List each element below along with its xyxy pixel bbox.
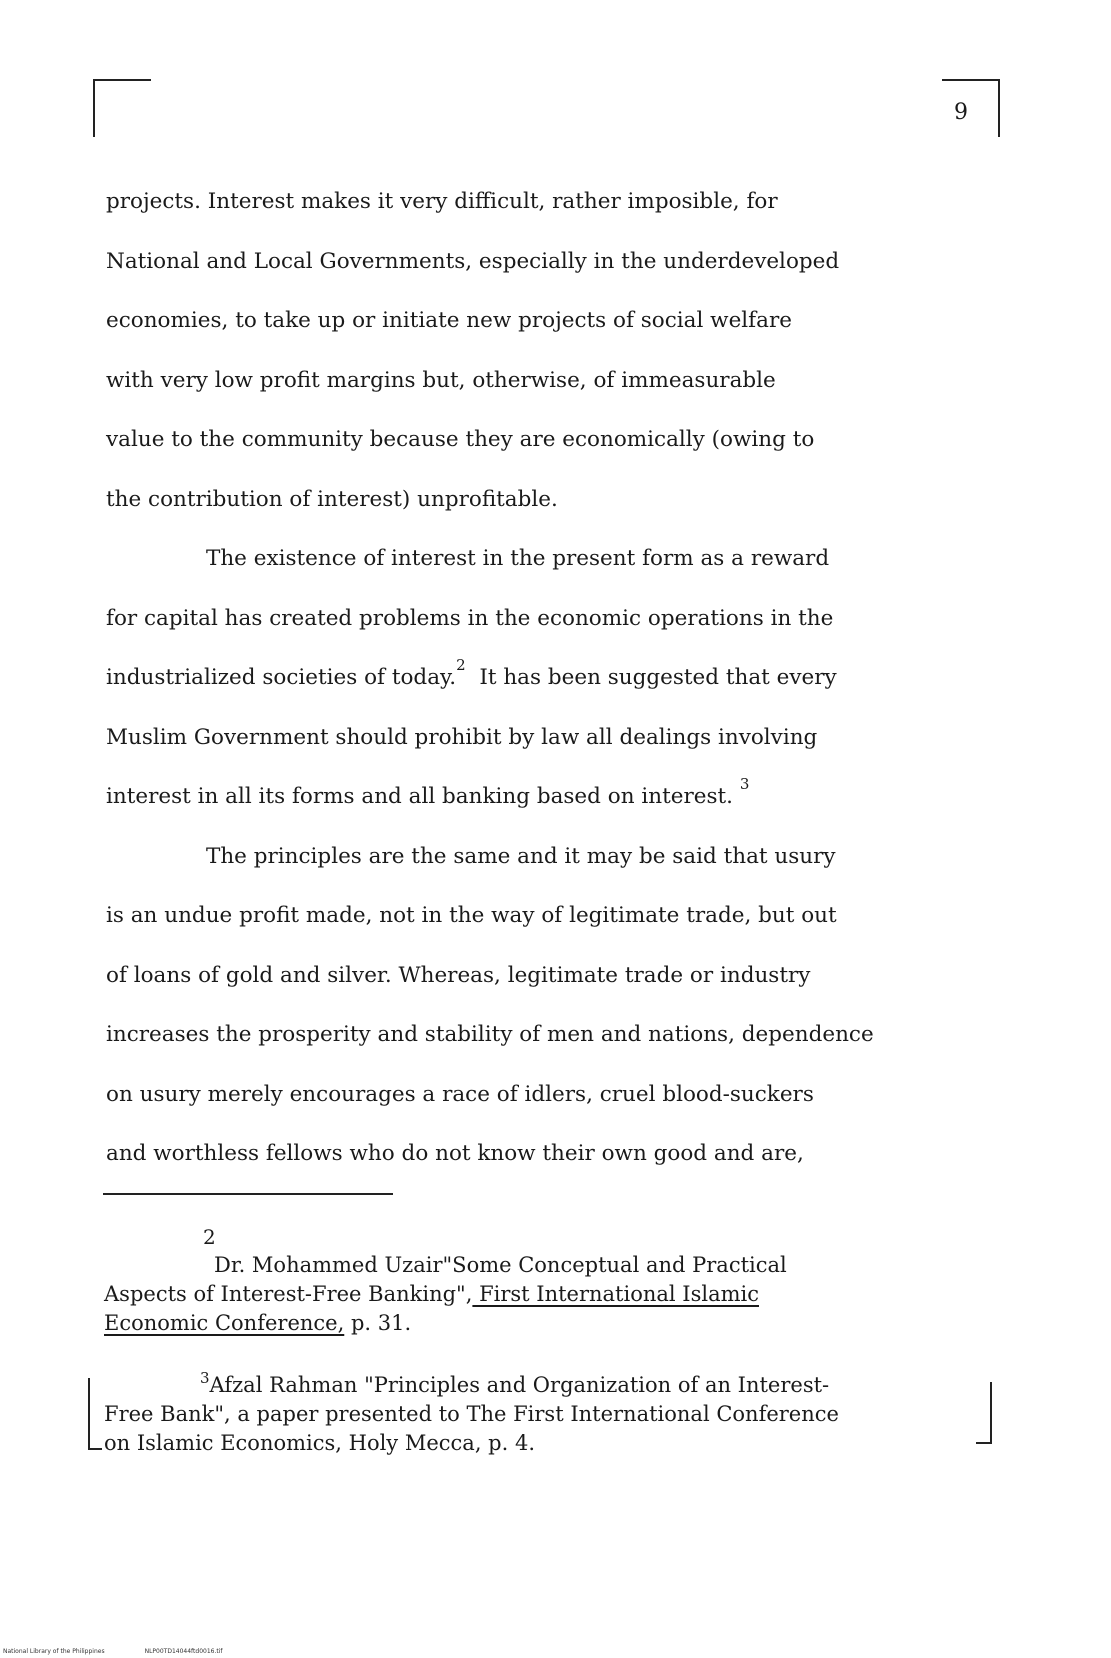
body-line: projects. Interest makes it very difficult, rather imposible, for bbox=[106, 189, 778, 214]
body-line: with very low profit margins but, otherwise, of immeasurable bbox=[106, 367, 776, 393]
body-line: increases the prosperity and stability of men and nations, dependence bbox=[106, 1022, 874, 1047]
body-line: value to the community because they are economically (owing to bbox=[106, 427, 815, 452]
footnote-text-segment: Afzal Rahman "Principles and Organization of an Interest- bbox=[209, 1373, 830, 1397]
footnote-3-line: Free Bank", a paper presented to The First International Conference bbox=[104, 1402, 839, 1426]
body-line bbox=[106, 648, 1006, 708]
body-line: The existence of interest in the present form as a reward bbox=[206, 546, 830, 571]
crop-mark-top-right bbox=[942, 79, 1000, 137]
footnote-separator bbox=[103, 1193, 393, 1195]
footnote-number-2: 2 bbox=[203, 1225, 216, 1249]
crop-mark-top-left bbox=[93, 79, 151, 137]
footnote-gap bbox=[104, 1338, 1004, 1371]
footnote-source-title: First International Islamic bbox=[472, 1282, 759, 1306]
body-line: for capital has created problems in the economic operations in the bbox=[106, 605, 834, 631]
body-line bbox=[106, 767, 1006, 827]
scan-footer bbox=[3, 1648, 223, 1655]
body-line: on usury merely encourages a race of idlers, cruel blood-suckers bbox=[106, 1081, 814, 1107]
footnote-reference-3: 3 bbox=[739, 775, 750, 793]
body-line: Muslim Government should prohibit by law all dealings involving bbox=[106, 724, 818, 750]
body-text bbox=[106, 172, 1006, 1184]
footnote-text-segment: Aspects of Interest-Free Banking", bbox=[104, 1282, 473, 1306]
body-text-segment: interest in all its forms and all banking based on interest. bbox=[106, 784, 733, 809]
body-text-segment: industrialized societies of today. bbox=[106, 665, 457, 690]
footnote-2-line: Dr. Mohammed Uzair"Some Conceptual and Practical bbox=[214, 1253, 787, 1277]
body-line: the contribution of interest) unprofitable. bbox=[106, 486, 558, 512]
footnote-number-3: 3 bbox=[200, 1369, 210, 1387]
scan-footer-file: NLP00TD14044ftd0016.tif bbox=[144, 1648, 223, 1655]
footnote-3-line: on Islamic Economics, Holy Mecca, p. 4. bbox=[104, 1431, 536, 1455]
body-line: economies, to take up or initiate new projects of social welfare bbox=[106, 308, 792, 333]
footnote-source-title: Economic Conference, bbox=[104, 1311, 345, 1335]
footnote-2-line bbox=[104, 1280, 1004, 1309]
margin-bracket-left bbox=[88, 1378, 102, 1450]
footnote-2-line bbox=[104, 1309, 1004, 1338]
margin-bracket-right bbox=[976, 1382, 992, 1444]
body-line: and worthless fellows who do not know their own good and are, bbox=[106, 1141, 804, 1166]
footnote-reference-2: 2 bbox=[456, 656, 466, 674]
body-line: is an undue profit made, not in the way of legitimate trade, but out bbox=[106, 903, 837, 928]
body-line: of loans of gold and silver. Whereas, legitimate trade or industry bbox=[106, 962, 811, 988]
body-text-segment: It has been suggested that every bbox=[479, 665, 837, 690]
footnotes bbox=[104, 1251, 1004, 1458]
body-line: The principles are the same and it may be said that usury bbox=[206, 843, 836, 869]
body-line: National and Local Governments, especially in the underdeveloped bbox=[106, 248, 840, 274]
footnote-3-line bbox=[104, 1371, 1004, 1400]
page-number: 9 bbox=[954, 100, 968, 125]
scan-footer-library: National Library of the Philippines bbox=[3, 1648, 105, 1655]
footnote-text-segment: p. 31. bbox=[344, 1311, 412, 1335]
